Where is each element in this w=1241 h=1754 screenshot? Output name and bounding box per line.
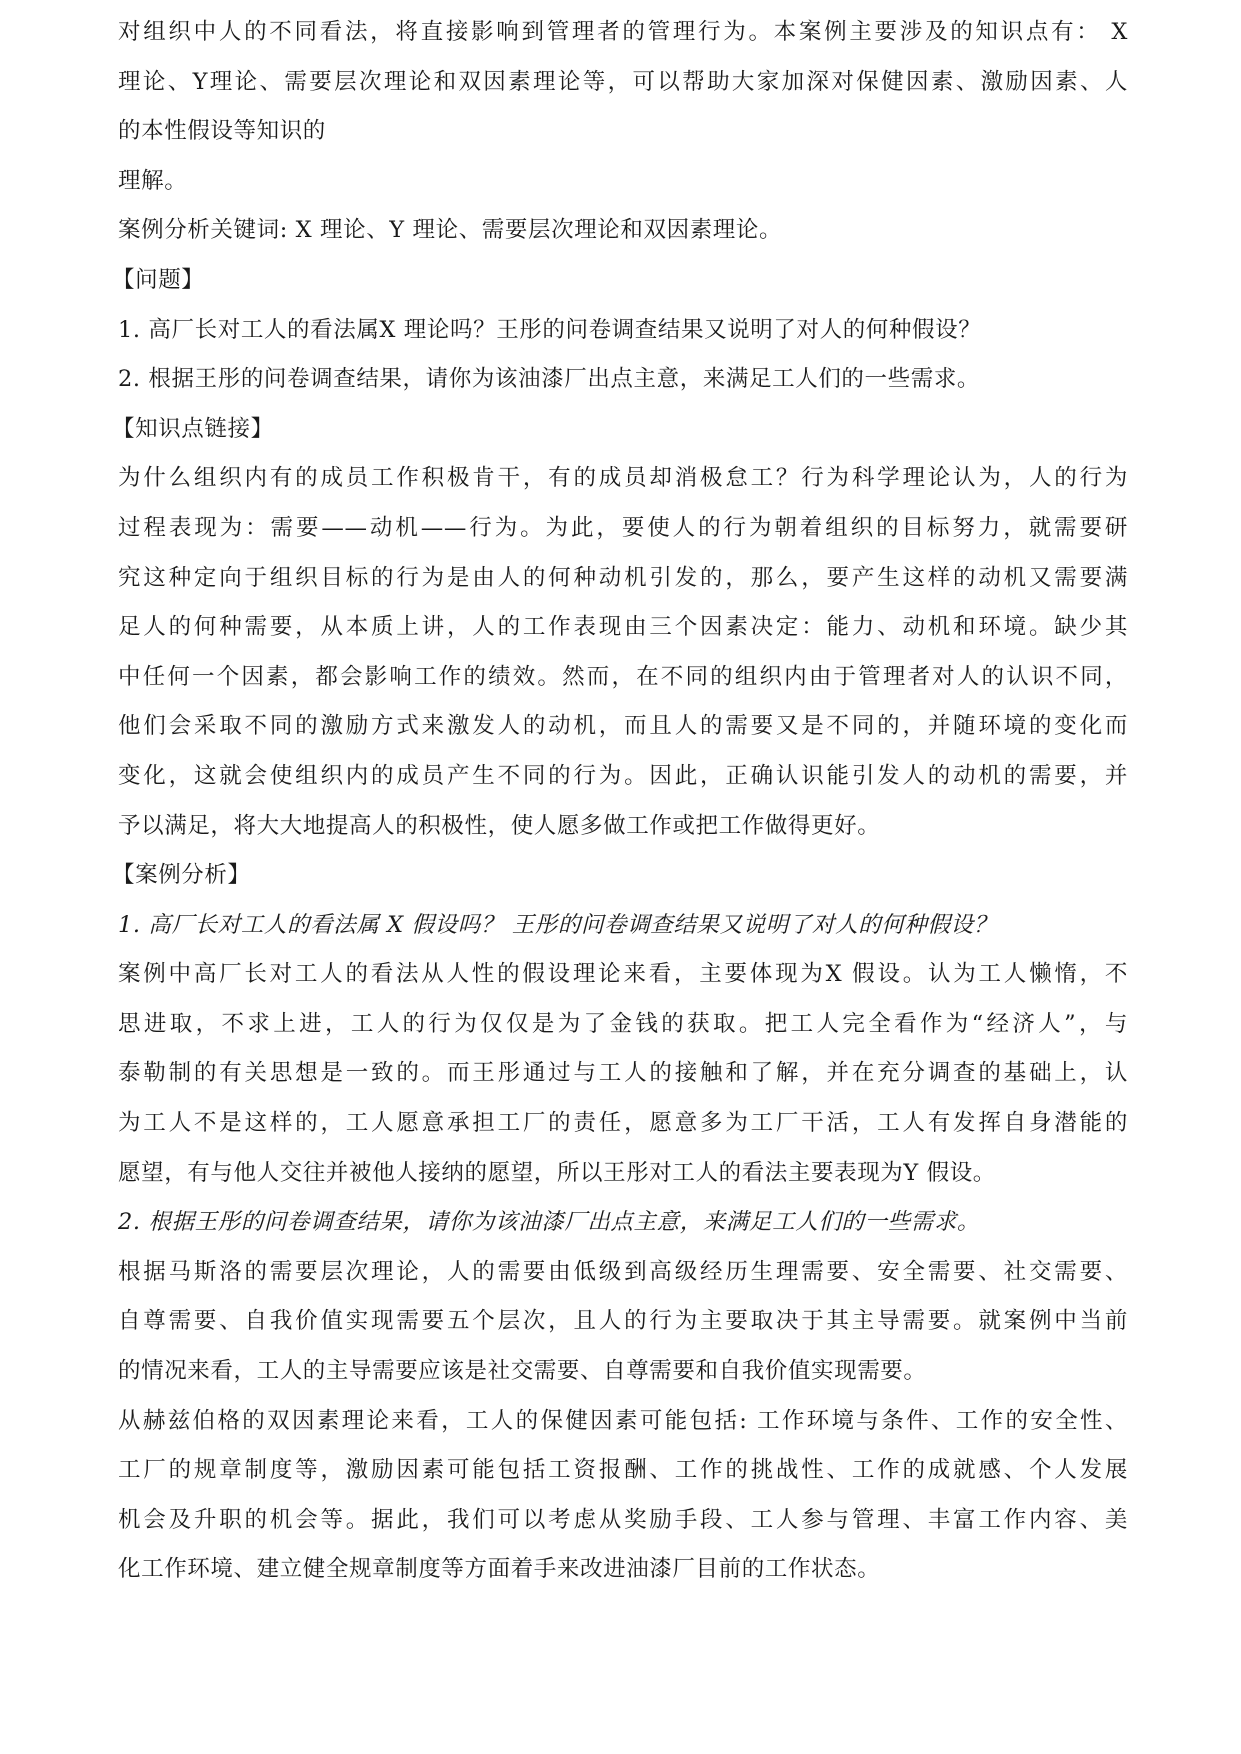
paragraph-line: 过程表现为：需要——动机——行为。为此，要使人的行为朝着组织的目标努力，就需要研	[118, 514, 1128, 541]
question-item: 1. 高厂长对工人的看法属X 理论吗？王彤的问卷调查结果又说明了对人的何种假设？	[118, 316, 982, 343]
paragraph-line: 他们会采取不同的激励方式来激发人的动机，而且人的需要又是不同的，并随环境的变化而	[118, 713, 1128, 740]
paragraph-line: 足人的何种需要，从本质上讲，人的工作表现由三个因素决定：能力、动机和环境。缺少其	[118, 614, 1128, 641]
section-heading-case-analysis: 【案例分析】	[112, 862, 251, 889]
keywords-line: 案例分析关键词: X 理论、Y 理论、需要层次理论和双因素理论。	[118, 217, 783, 244]
paragraph-line: 变化，这就会使组织内的成员产生不同的行为。因此，正确认识能引发人的动机的需要，并	[118, 762, 1128, 789]
analysis-question: 1. 高厂长对工人的看法属 X 假设吗？ 王彤的问卷调查结果又说明了对人的何种假设？	[118, 911, 997, 938]
paragraph-line: 从赫兹伯格的双因素理论来看，工人的保健因素可能包括: 工作环境与条件、工作的安全性、	[118, 1407, 1128, 1434]
document-body	[112, 14, 1128, 1587]
paragraph-line: 自尊需要、自我价值实现需要五个层次，且人的行为主要取决于其主导需要。就案例中当前	[118, 1308, 1128, 1335]
paragraph-line: 的情况来看，工人的主导需要应该是社交需要、自尊需要和自我价值实现需要。	[118, 1358, 927, 1385]
analysis-question: 2. 根据王彤的问卷调查结果，请你为该油漆厂出点主意，来满足工人们的一些需求。	[118, 1209, 981, 1236]
paragraph-line: 予以满足，将大大地提高人的积极性，使人愿多做工作或把工作做得更好。	[118, 812, 881, 839]
paragraph-line: 为工人不是这样的，工人愿意承担工厂的责任，愿意多为工厂干活，工人有发挥自身潜能的	[118, 1110, 1128, 1137]
paragraph-line: 的本性假设等知识的	[118, 118, 326, 145]
section-heading-knowledge-link: 【知识点链接】	[112, 415, 274, 442]
paragraph-line: 化工作环境、建立健全规章制度等方面着手来改进油漆厂目前的工作状态。	[118, 1556, 881, 1583]
section-heading-questions: 【问题】	[112, 266, 205, 293]
paragraph-line: 机会及升职的机会等。据此，我们可以考虑从奖励手段、工人参与管理、丰富工作内容、美	[118, 1506, 1128, 1533]
paragraph-line: 案例中高厂长对工人的看法从人性的假设理论来看，主要体现为X 假设。认为工人懒惰，不	[118, 961, 1128, 988]
paragraph-line: 究这种定向于组织目标的行为是由人的何种动机引发的，那么，要产生这样的动机又需要满	[118, 564, 1128, 591]
paragraph-line: 根据马斯洛的需要层次理论，人的需要由低级到高级经历生理需要、安全需要、社交需要、	[118, 1258, 1128, 1285]
paragraph-line: 中任何一个因素，都会影响工作的绩效。然而，在不同的组织内由于管理者对人的认识不同，	[118, 663, 1128, 690]
paragraph-line: 对组织中人的不同看法，将直接影响到管理者的管理行为。本案例主要涉及的知识点有： X	[118, 19, 1128, 45]
paragraph-line: 愿望，有与他人交往并被他人接纳的愿望，所以王彤对工人的看法主要表现为Y 假设。	[118, 1159, 996, 1186]
question-item: 2. 根据王彤的问卷调查结果，请你为该油漆厂出点主意，来满足工人们的一些需求。	[118, 366, 981, 393]
paragraph-line: 为什么组织内有的成员工作积极肯干，有的成员却消极怠工？行为科学理论认为，人的行为	[118, 465, 1128, 492]
paragraph-line: 理解。	[118, 167, 188, 194]
paragraph-line: 工厂的规章制度等，激励因素可能包括工资报酬、工作的挑战性、工作的成就感、个人发展	[118, 1457, 1128, 1484]
paragraph-line: 理论、Y理论、需要层次理论和双因素理论等，可以帮助大家加深对保健因素、激励因素、人	[118, 68, 1128, 95]
paragraph-line: 泰勒制的有关思想是一致的。而王彤通过与工人的接触和了解，并在充分调查的基础上，认	[118, 1060, 1128, 1087]
paragraph-line: 思进取，不求上进，工人的行为仅仅是为了金钱的获取。把工人完全看作为“经济人”，与	[118, 1010, 1128, 1037]
